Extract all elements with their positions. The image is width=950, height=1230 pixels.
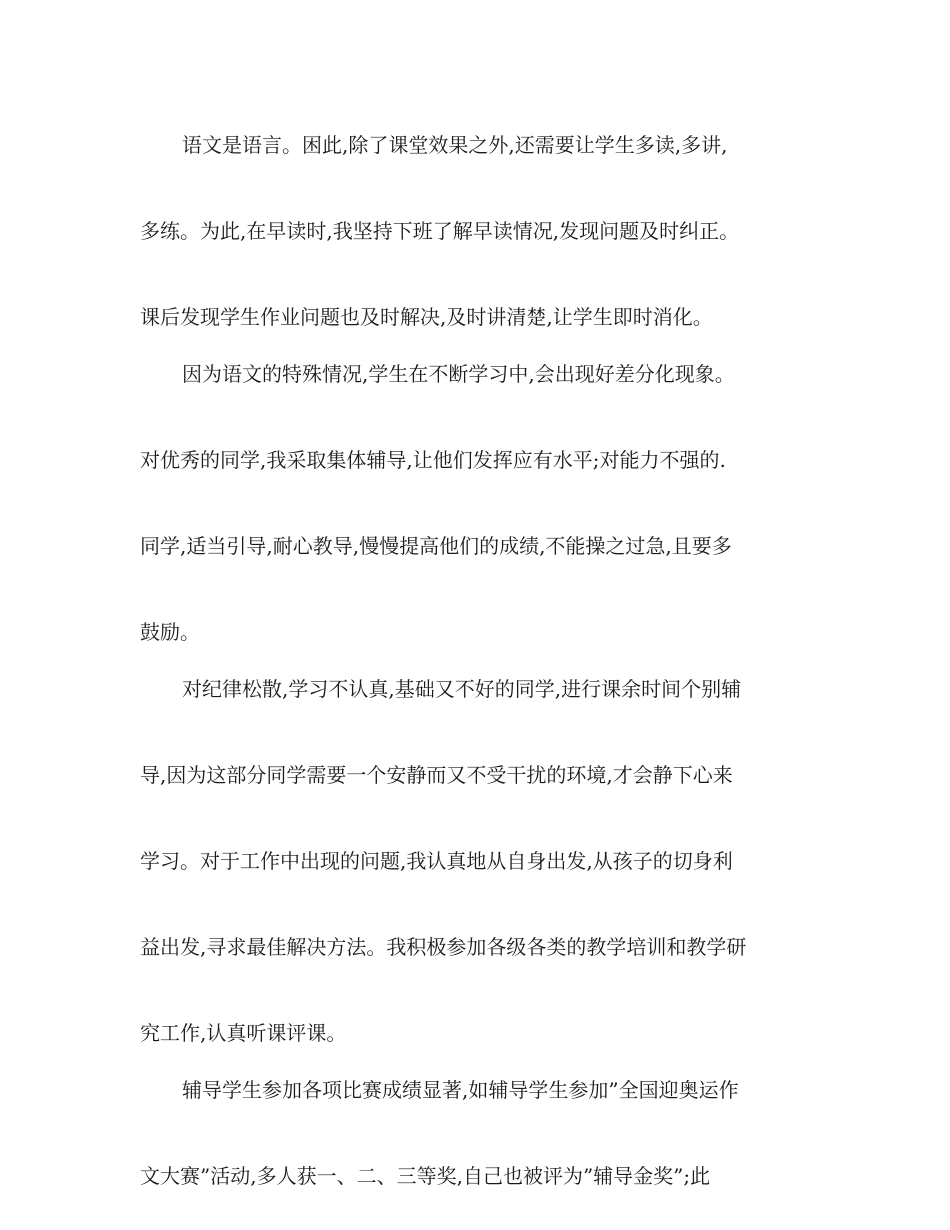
text-line: 对纪律松散,学习不认真,基础又不好的同学,进行课余时间个别辅: [182, 677, 742, 701]
paragraph: [140, 355, 810, 651]
text-line: 对优秀的同学,我采取集体辅导,让他们发挥应有水平;对能力不强的.: [140, 448, 726, 472]
text-line: 同学,适当引导,耐心教导,慢慢提高他们的成绩,不能操之过急,且要多: [140, 534, 732, 558]
paragraph: [140, 1071, 810, 1195]
text-line: 课后发现学生作业问题也及时解决,及时讲清楚,让学生即时消化。: [140, 305, 713, 329]
paragraph: [140, 126, 810, 336]
document-body: [140, 126, 810, 1195]
text-line: 学习。对于工作中出现的问题,我认真地从自身出发,从孩子的切身利: [140, 849, 733, 873]
text-line: 导,因为这部分同学需要一个安静而又不受干扰的环境,才会静下心来: [140, 763, 733, 787]
text-line: 文大赛”活动,多人获一、二、三等奖,自己也被评为”辅导金奖”;此: [140, 1164, 711, 1188]
text-line: 究工作,认真听课评课。: [140, 1021, 347, 1045]
text-line: 鼓励。: [140, 620, 200, 644]
text-line: 益出发,寻求最佳解决方法。我积极参加各级各类的教学培训和教学研: [140, 935, 747, 959]
paragraph: [140, 670, 810, 1052]
text-line: 因为语文的特殊情况,学生在不断学习中,会出现好差分化现象。: [182, 362, 735, 386]
text-line: 辅导学生参加各项比赛成绩显著,如辅导学生参加”全国迎奥运作: [182, 1078, 739, 1102]
text-line: 语文是语言。困此,除了课堂效果之外,还需要让学生多读,多讲,: [182, 133, 728, 157]
text-line: 多练。为此,在早读时,我坚持下班了解早读情况,发现问题及时纠正。: [140, 219, 740, 243]
